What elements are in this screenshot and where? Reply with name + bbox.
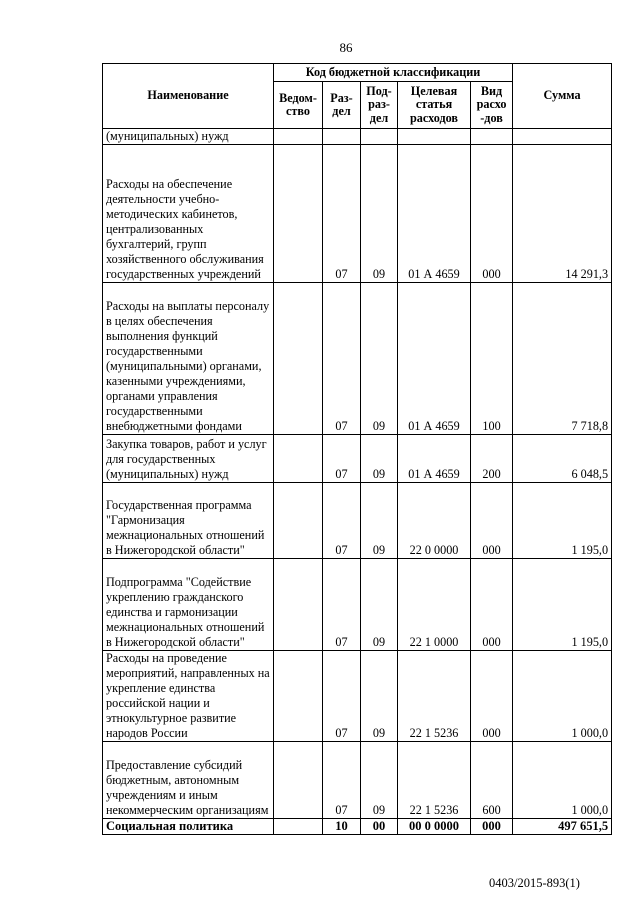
row-vedomstvo bbox=[274, 145, 323, 283]
row-name: Государственная программа "Гармонизация межнациональных отношений в Нижегородской области" bbox=[103, 483, 274, 559]
row-expense-type: 600 bbox=[471, 742, 513, 819]
row-sum bbox=[513, 129, 612, 145]
row-razdel: 07 bbox=[323, 483, 361, 559]
table-header bbox=[103, 64, 612, 129]
row-razdel: 07 bbox=[323, 651, 361, 742]
row-podrazdel: 09 bbox=[361, 559, 398, 651]
row-name: Предоставление субсидий бюджетным, автономным учреждениям и иным некоммерческим организациям bbox=[103, 742, 274, 819]
row-razdel: 07 bbox=[323, 283, 361, 435]
table-row bbox=[103, 283, 612, 435]
header-sum: Сумма bbox=[513, 64, 612, 129]
row-vedomstvo bbox=[274, 651, 323, 742]
row-sum: 14 291,3 bbox=[513, 145, 612, 283]
header-name: Наименование bbox=[103, 64, 274, 129]
row-expense-type: 000 bbox=[471, 483, 513, 559]
row-target-article: 22 1 5236 bbox=[398, 651, 471, 742]
row-razdel: 07 bbox=[323, 559, 361, 651]
table-row bbox=[103, 435, 612, 483]
row-podrazdel: 09 bbox=[361, 483, 398, 559]
header-target-article: Целевая статья расходов bbox=[398, 82, 471, 129]
header-classification-code: Код бюджетной классификации bbox=[274, 64, 513, 82]
row-podrazdel bbox=[361, 129, 398, 145]
table-row bbox=[103, 483, 612, 559]
row-expense-type: 100 bbox=[471, 283, 513, 435]
row-razdel: 07 bbox=[323, 742, 361, 819]
row-vedomstvo bbox=[274, 819, 323, 835]
row-target-article: 01 А 4659 bbox=[398, 283, 471, 435]
row-podrazdel: 00 bbox=[361, 819, 398, 835]
budget-table bbox=[102, 63, 612, 835]
row-podrazdel: 09 bbox=[361, 283, 398, 435]
row-vedomstvo bbox=[274, 559, 323, 651]
row-vedomstvo bbox=[274, 742, 323, 819]
row-vedomstvo bbox=[274, 129, 323, 145]
row-podrazdel: 09 bbox=[361, 651, 398, 742]
row-vedomstvo bbox=[274, 435, 323, 483]
row-vedomstvo bbox=[274, 283, 323, 435]
row-target-article: 22 1 0000 bbox=[398, 559, 471, 651]
row-name: Подпрограмма "Содействие укреплению гражданского единства и гармонизации межнациональных отношений в Нижегородской области" bbox=[103, 559, 274, 651]
table-row-total bbox=[103, 819, 612, 835]
row-vedomstvo bbox=[274, 483, 323, 559]
row-expense-type: 000 bbox=[471, 145, 513, 283]
row-razdel: 07 bbox=[323, 145, 361, 283]
row-sum: 7 718,8 bbox=[513, 283, 612, 435]
header-podrazdel: Под-раз-дел bbox=[361, 82, 398, 129]
row-sum: 1 195,0 bbox=[513, 483, 612, 559]
row-target-article: 00 0 0000 bbox=[398, 819, 471, 835]
row-sum: 1 000,0 bbox=[513, 651, 612, 742]
row-target-article bbox=[398, 129, 471, 145]
header-expense-type: Вид расхо -дов bbox=[471, 82, 513, 129]
table-row bbox=[103, 742, 612, 819]
row-name: Расходы на обеспечение деятельности учебно-методических кабинетов, централизованных бухгалтерий, групп хозяйственного обслуживания государственных учреждений bbox=[103, 145, 274, 283]
row-razdel: 07 bbox=[323, 435, 361, 483]
row-expense-type bbox=[471, 129, 513, 145]
table-row bbox=[103, 559, 612, 651]
table-row bbox=[103, 129, 612, 145]
row-name: Расходы на проведение мероприятий, направленных на укрепление единства российской нации и этнокультурное развитие народов России bbox=[103, 651, 274, 742]
row-expense-type: 000 bbox=[471, 819, 513, 835]
row-name: Социальная политика bbox=[103, 819, 274, 835]
row-podrazdel: 09 bbox=[361, 145, 398, 283]
row-target-article: 22 1 5236 bbox=[398, 742, 471, 819]
row-name: Расходы на выплаты персоналу в целях обеспечения выполнения функций государственными (муниципальными) органами, казенными учреждениями, органами управления государственными внебюджетными фондами bbox=[103, 283, 274, 435]
row-razdel bbox=[323, 129, 361, 145]
row-sum: 6 048,5 bbox=[513, 435, 612, 483]
row-name: (муниципальных) нужд bbox=[103, 129, 274, 145]
row-sum: 497 651,5 bbox=[513, 819, 612, 835]
document-code: 0403/2015-893(1) bbox=[489, 876, 580, 890]
row-razdel: 10 bbox=[323, 819, 361, 835]
row-podrazdel: 09 bbox=[361, 742, 398, 819]
table-body bbox=[103, 129, 612, 835]
page-number: 86 bbox=[339, 40, 353, 55]
row-target-article: 01 А 4659 bbox=[398, 145, 471, 283]
row-expense-type: 200 bbox=[471, 435, 513, 483]
row-expense-type: 000 bbox=[471, 559, 513, 651]
table-row bbox=[103, 145, 612, 283]
header-razdel: Раз-дел bbox=[323, 82, 361, 129]
header-vedomstvo: Ведом-ство bbox=[274, 82, 323, 129]
row-podrazdel: 09 bbox=[361, 435, 398, 483]
row-target-article: 01 А 4659 bbox=[398, 435, 471, 483]
row-sum: 1 195,0 bbox=[513, 559, 612, 651]
row-target-article: 22 0 0000 bbox=[398, 483, 471, 559]
table-row bbox=[103, 651, 612, 742]
row-sum: 1 000,0 bbox=[513, 742, 612, 819]
row-name: Закупка товаров, работ и услуг для государственных (муниципальных) нужд bbox=[103, 435, 274, 483]
row-expense-type: 000 bbox=[471, 651, 513, 742]
